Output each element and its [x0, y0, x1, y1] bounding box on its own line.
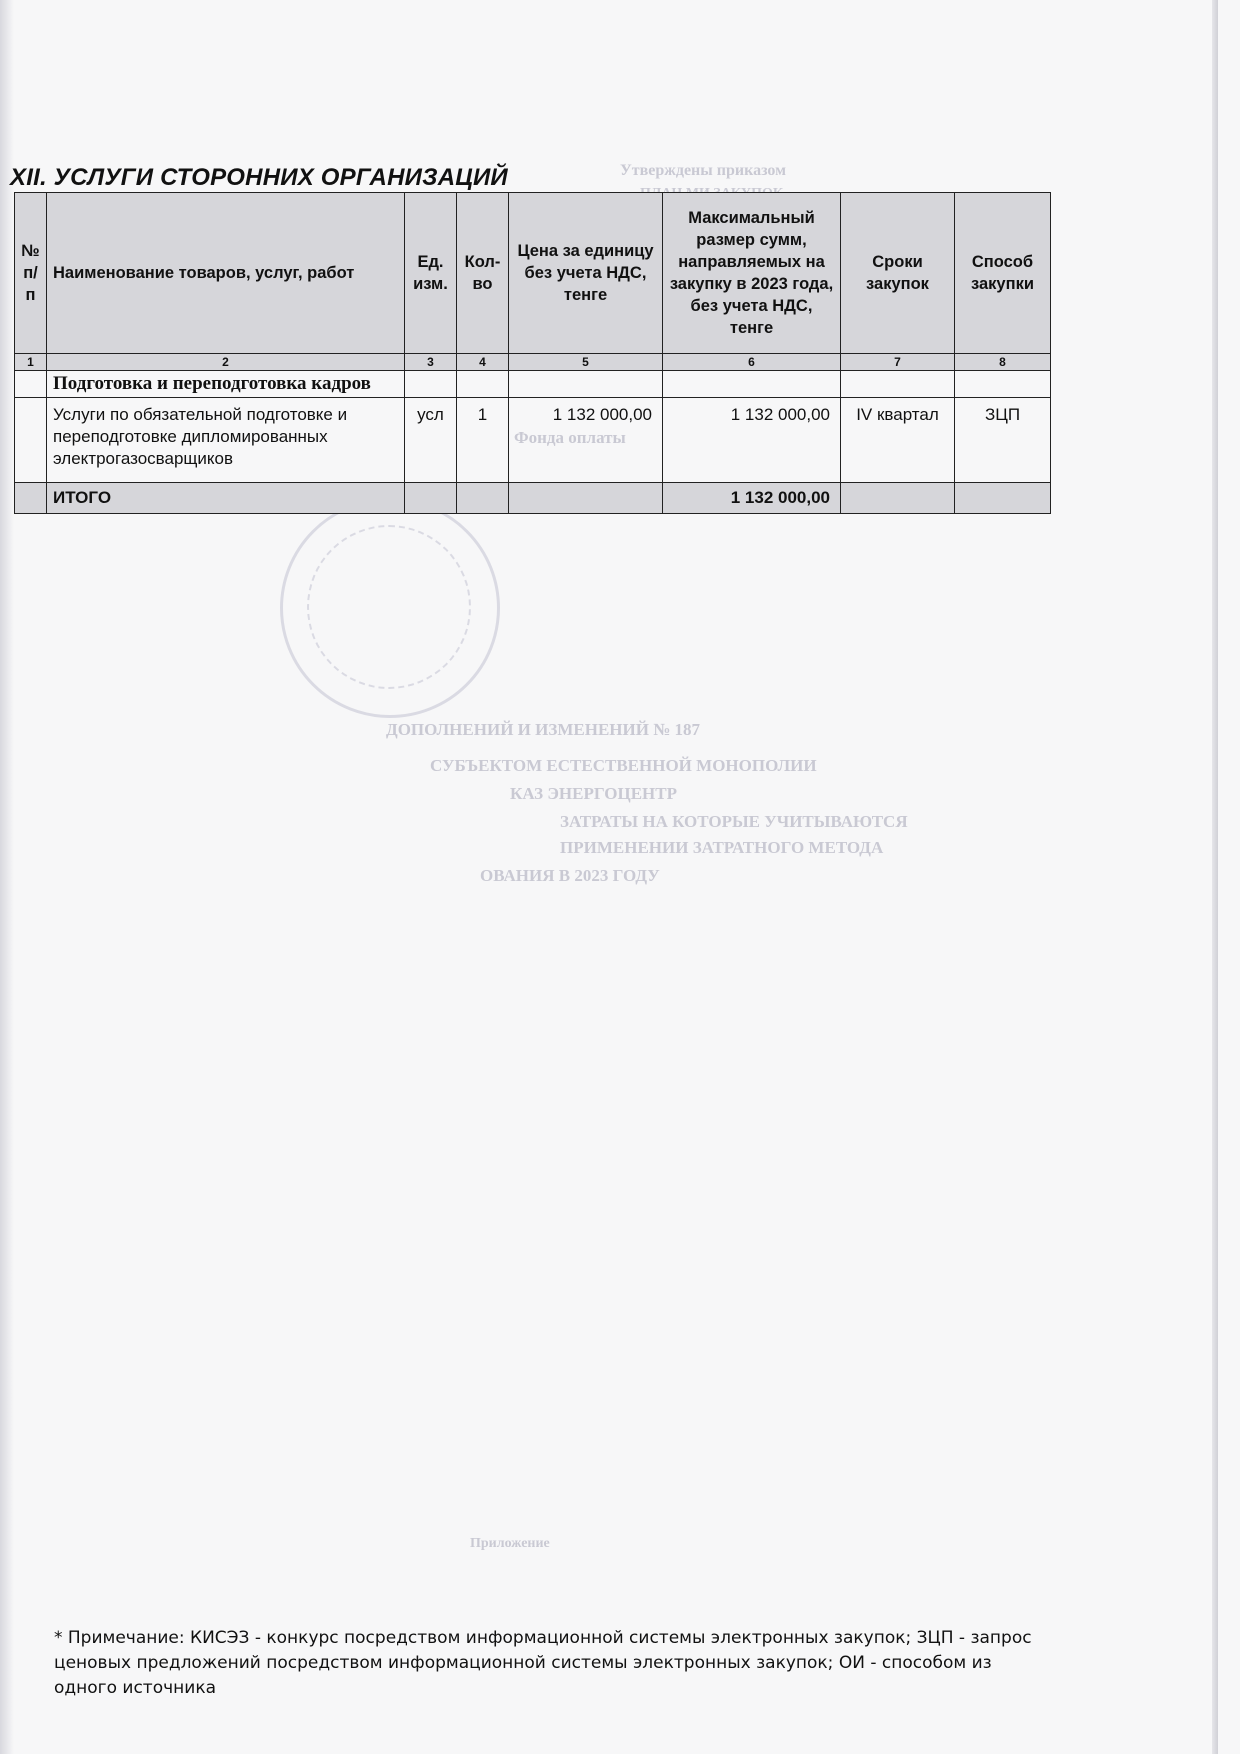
table-header-row	[15, 193, 1051, 354]
row-method: ЗЦП	[955, 398, 1051, 483]
stamp-seal-bleed-through	[280, 498, 500, 718]
bleed-through-text: Фонда оплаты	[514, 428, 626, 447]
table-row	[15, 398, 1051, 483]
bleed-through-text: Приложение	[470, 1536, 550, 1551]
column-header: Цена за единицу без учета НДС, тенге	[509, 193, 663, 354]
group-num-cell	[15, 371, 47, 398]
column-number: 6	[663, 354, 841, 371]
row-number	[15, 398, 47, 483]
column-header: Ед. изм.	[405, 193, 457, 354]
group-label: Подготовка и переподготовка кадров	[47, 371, 405, 398]
total-row	[15, 483, 1051, 514]
row-name: Услуги по обязательной подготовке и переподготовке дипломированных электрогазосварщиков	[47, 398, 405, 483]
column-number: 1	[15, 354, 47, 371]
bleed-through-text: ЗАТРАТЫ НА КОТОРЫЕ УЧИТЫВАЮТСЯ	[560, 812, 908, 831]
column-number: 8	[955, 354, 1051, 371]
column-header: № п/п	[15, 193, 47, 354]
total-label: ИТОГО	[47, 483, 405, 514]
row-unit: усл	[405, 398, 457, 483]
column-number: 2	[47, 354, 405, 371]
column-number-row	[15, 354, 1051, 371]
bleed-through-text: ПРИМЕНЕНИИ ЗАТРАТНОГО МЕТОДА	[560, 838, 884, 857]
column-header: Сроки закупок	[841, 193, 955, 354]
footnote: * Примечание: КИСЭЗ - конкурс посредством информационной системы электронных закупок; ЗЦП - запрос ценовых предложений посредством информационной системы электронных закупок; ОИ - способом из одного источника	[54, 1628, 1032, 1698]
column-number: 5	[509, 354, 663, 371]
total-max-sum: 1 132 000,00	[663, 483, 841, 514]
row-qty: 1	[457, 398, 509, 483]
column-header: Способ закупки	[955, 193, 1051, 354]
bleed-through-text: Утверждены приказом	[620, 162, 786, 179]
row-period: IV квартал	[841, 398, 955, 483]
column-number: 4	[457, 354, 509, 371]
column-header: Наименование товаров, услуг, работ	[47, 193, 405, 354]
bleed-through-text: ДОПОЛНЕНИЙ И ИЗМЕНЕНИЙ № 187	[386, 720, 701, 739]
section-title: XII. УСЛУГИ СТОРОННИХ ОРГАНИЗАЦИЙ	[10, 164, 508, 191]
left-edge-shadow	[0, 0, 14, 1754]
bleed-through-text: ОВАНИЯ В 2023 ГОДУ	[480, 866, 660, 885]
bleed-through-text: КАЗ ЭНЕРГОЦЕНТР	[510, 784, 678, 803]
column-number: 7	[841, 354, 955, 371]
group-row	[15, 371, 1051, 398]
column-header: Максимальный размер сумм, направляемых на закупку в 2023 года, без учета НДС, тенге	[663, 193, 841, 354]
right-edge-shadow	[1212, 0, 1218, 1754]
procurement-table	[14, 192, 1051, 514]
row-max-sum: 1 132 000,00	[663, 398, 841, 483]
bleed-through-text: СУБЪЕКТОМ ЕСТЕСТВЕННОЙ МОНОПОЛИИ	[430, 756, 817, 775]
column-number: 3	[405, 354, 457, 371]
row-price: 1 132 000,00	[509, 398, 663, 483]
column-header: Кол-во	[457, 193, 509, 354]
